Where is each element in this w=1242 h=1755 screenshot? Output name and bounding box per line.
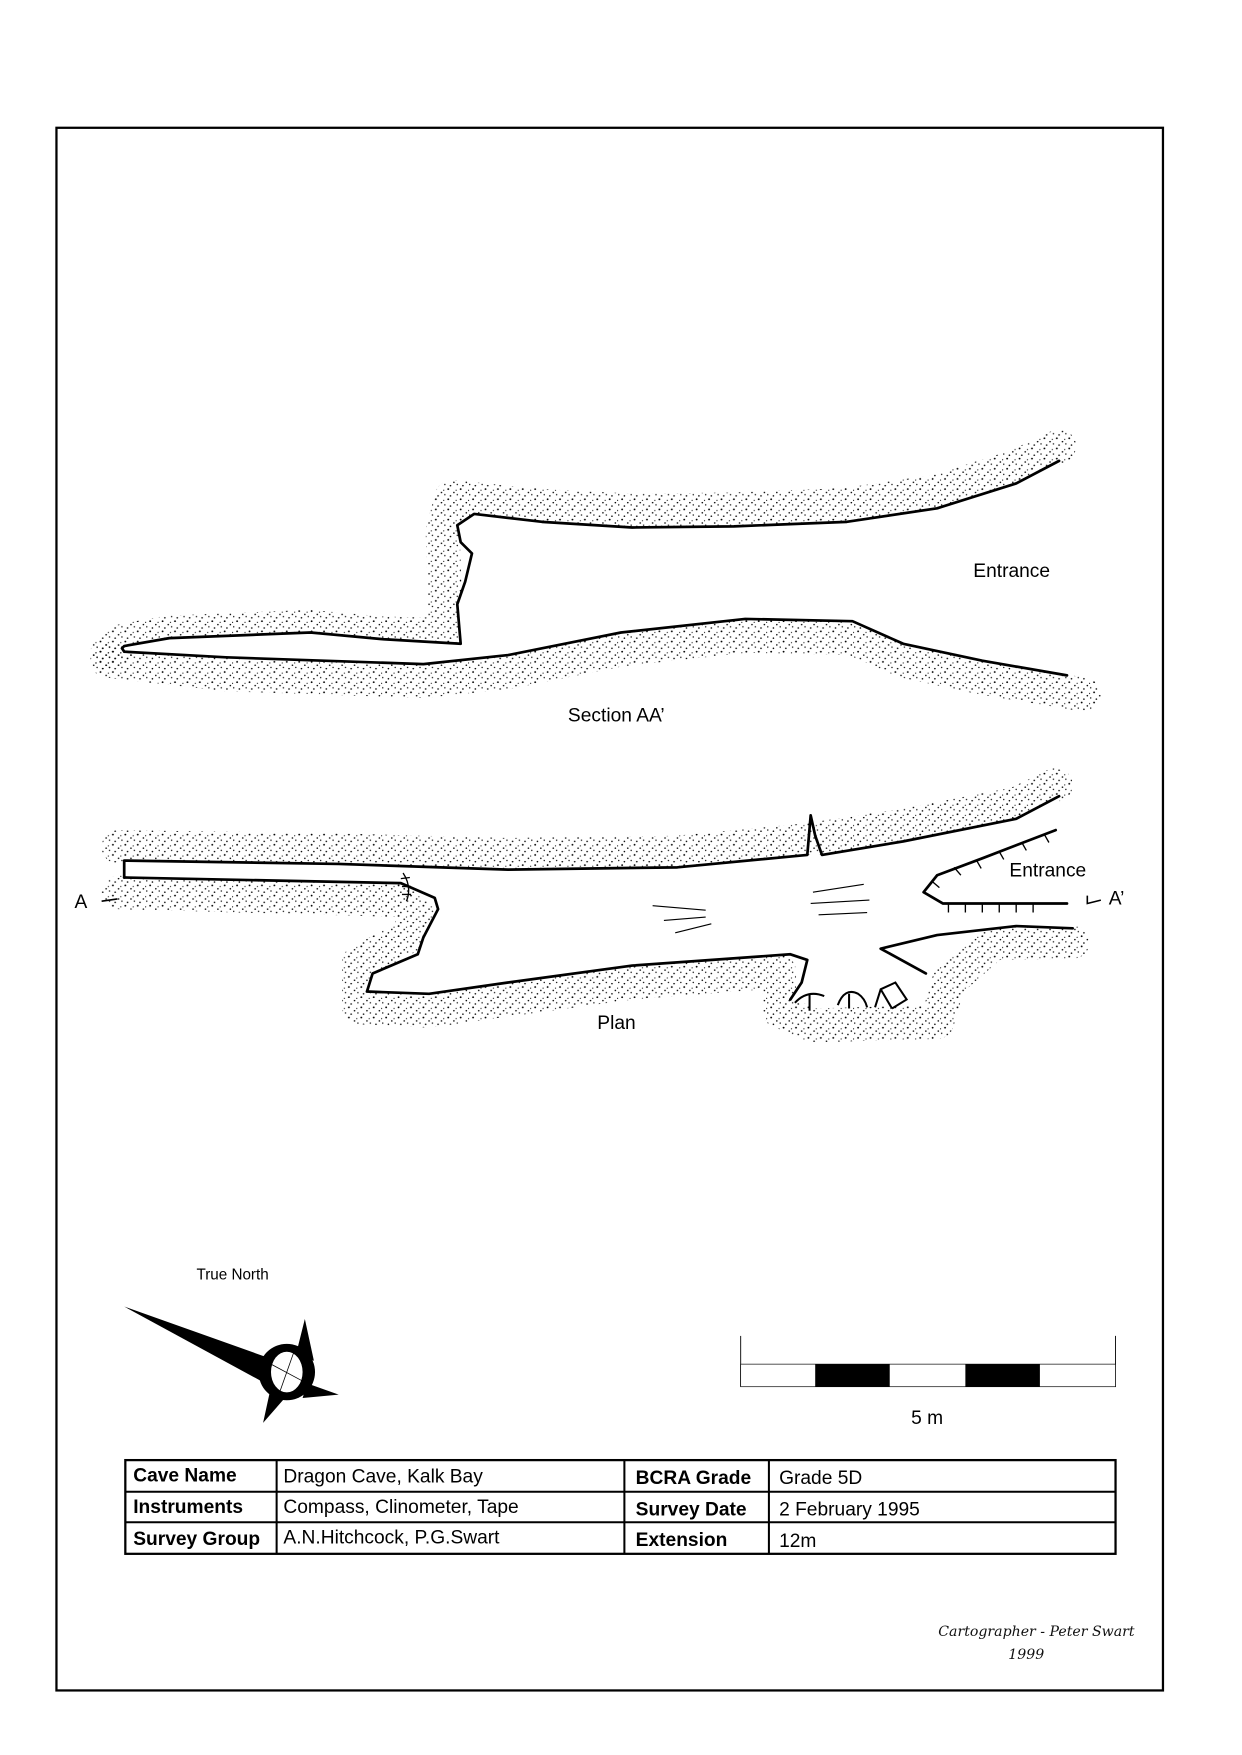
instruments-key: Instruments [133, 1497, 244, 1519]
survey-group-key: Survey Group [133, 1528, 261, 1550]
survey-date-value: 2 February 1995 [779, 1499, 920, 1521]
survey-info-table [125, 1460, 1115, 1554]
cartographer-year: 1999 [1008, 1646, 1045, 1663]
plan-entrance-label: Entrance [1009, 860, 1087, 882]
scale-bar-label: 5 m [911, 1407, 944, 1429]
table-row [133, 1528, 816, 1552]
plan-title: Plan [597, 1012, 636, 1034]
table-row [133, 1466, 862, 1489]
plan-marker-a-prime: A’ [1108, 888, 1125, 910]
bcra-grade-key: BCRA Grade [635, 1467, 752, 1489]
scale-bar [741, 1336, 1116, 1429]
instruments-value: Compass, Clinometer, Tape [283, 1497, 519, 1519]
section-entrance-label: Entrance [973, 561, 1051, 583]
extension-key: Extension [635, 1529, 728, 1551]
section-view [107, 446, 1084, 726]
bcra-grade-value: Grade 5D [779, 1467, 863, 1489]
north-arrow-icon [124, 1266, 339, 1422]
cave-name-key: Cave Name [133, 1465, 237, 1487]
section-title: Section AA’ [567, 705, 665, 727]
section-line-a-prime-tick [1087, 896, 1101, 904]
true-north-label: True North [196, 1266, 269, 1284]
survey-group-value: A.N.Hitchcock, P.G.Swart [283, 1527, 500, 1549]
survey-date-key: Survey Date [635, 1499, 747, 1521]
extension-value: 12m [779, 1531, 817, 1553]
plan-view [75, 785, 1125, 1034]
cave-name-value: Dragon Cave, Kalk Bay [283, 1466, 483, 1488]
plan-marker-a: A [74, 891, 88, 913]
table-row [133, 1497, 920, 1520]
cartographer-credit: Cartographer - Peter Swart [938, 1624, 1135, 1641]
